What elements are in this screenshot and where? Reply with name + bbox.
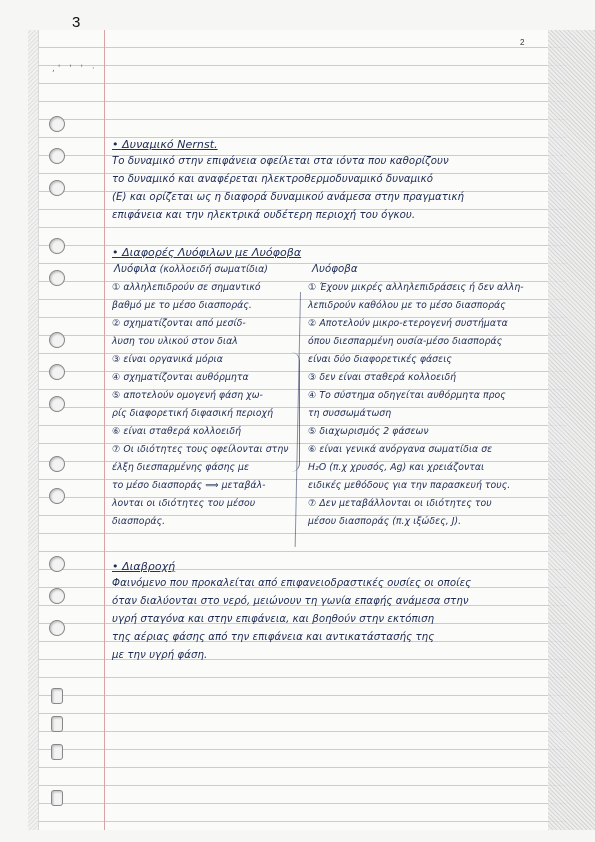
bracket-mark (291, 352, 300, 472)
left-line: ④ σχηματίζονται αυθόρμητα (112, 372, 249, 383)
nernst-line: (E) και ορίζεται ως η διαφορά δυναμικού ανάμεσα στην πραγματική (112, 192, 465, 203)
right-column-heading: Λυόφοβα (312, 264, 358, 275)
binder-hole (49, 588, 65, 604)
right-line: είναι δύο διαφορετικές φάσεις (308, 354, 452, 365)
binder-hole (49, 396, 65, 412)
right-line: ⑦ Δεν μεταβάλλονται οι ιδιότητες του (308, 498, 492, 509)
binder-hole (49, 488, 65, 504)
binder-hole (49, 556, 65, 572)
left-line: ⑥ είναι σταθερά κολλοειδή (112, 426, 242, 437)
scan-edge-left (28, 30, 38, 830)
binder-hole (49, 238, 65, 254)
left-line: ① αλληλεπιδρούν σε σημαντικό (112, 282, 261, 293)
lyophilic-heading: • Διαφορές Λυόφιλων με Λυόφοβα (112, 246, 302, 259)
left-line: ρίς διαφορετική διφασική περιοχή (112, 408, 274, 419)
binder-hole (49, 116, 65, 132)
scan-edge-right (548, 30, 595, 830)
nernst-heading: • Δυναμικό Nernst. (112, 138, 218, 151)
binder-hole (49, 620, 65, 636)
right-line: μέσου διασποράς (π.χ ιξώδες, J). (308, 516, 462, 527)
binder-hole (49, 456, 65, 472)
binder-hole (51, 716, 63, 732)
left-line: έλξη διεσπαρμένης φάσης με (112, 462, 250, 473)
wetting-line: με την υγρή φάση. (112, 650, 208, 661)
nernst-line: επιφάνεια και την ηλεκτρικά ουδέτερη περιοχή του όγκου. (112, 210, 416, 221)
right-line: ④ Το σύστημα οδηγείται αυθόρμητα προς (308, 390, 506, 401)
corner-page-number: 2 (520, 38, 525, 47)
left-column-heading (114, 264, 268, 275)
left-line: διασποράς. (112, 516, 166, 527)
right-line: τη συσσωμάτωση (308, 408, 392, 419)
margin-line (104, 30, 105, 830)
wetting-line: της αέριας φάσης από την επιφάνεια και αντικατάστασής της (112, 632, 435, 643)
left-line: λονται οι ιδιότητες του μέσου (112, 498, 256, 509)
wetting-line: υγρή σταγόνα και στην επιφάνεια, και βοηθούν στην εκτόπιση (112, 614, 435, 625)
binder-hole (49, 148, 65, 164)
right-line: ⑤ διαχωρισμός 2 φάσεων (308, 426, 429, 437)
binder-hole (49, 364, 65, 380)
wetting-line: Φαινόμενο που προκαλείται από επιφανειοδραστικές ουσίες οι οποίες (112, 578, 472, 589)
left-line: ⑤ αποτελούν ομογενή φάση χω- (112, 390, 263, 401)
binder-hole (49, 270, 65, 286)
wetting-heading: • Διαβροχή (112, 560, 176, 573)
left-line: ⑦ Οι ιδιότητες τους οφείλονται στην (112, 444, 289, 455)
right-line: ⑥ είναι γενικά ανόργανα σωματίδια σε (308, 444, 493, 455)
nernst-line: το δυναμικό και αναφέρεται ηλεκτροθερμοδυναμικό δυναμικό (112, 174, 433, 185)
left-line: ② σχηματίζονται από μεσίδ- (112, 318, 246, 329)
lyophilic-note: (κολλοειδή σωματίδια) (159, 264, 268, 275)
left-line: λυση του υλικού στον διαλ (112, 336, 238, 347)
page-number: 3 (72, 14, 81, 31)
right-line: ① Έχουν μικρές αλληλεπιδράσεις ή δεν αλλη- (308, 282, 524, 293)
nernst-line: Το δυναμικό στην επιφάνεια οφείλεται στα ιόντα που καθορίζουν (112, 156, 449, 167)
right-line: H₂O (π.χ χρυσός, Ag) και χρειάζονται (308, 462, 485, 473)
left-line: βαθμό με το μέσο διασποράς. (112, 300, 252, 311)
right-line: λεπιδρούν καθόλου με το μέσο διασποράς (308, 300, 506, 311)
wetting-line: όταν διαλύονται στο νερό, μειώνουν τη γωνία επαφής ανάμεσα στην (112, 596, 469, 607)
left-line: το μέσο διασποράς ⟹ μεταβάλ- (112, 480, 266, 491)
binder-hole (51, 744, 63, 760)
right-line: ειδικές μεθόδους για την παρασκευή τους. (308, 480, 511, 491)
binder-hole (51, 790, 63, 806)
binder-hole (49, 332, 65, 348)
right-line: ② Αποτελούν μικρο-ετερογενή συστήματα (308, 318, 508, 329)
lyophilic-label: Λυόφιλα (114, 264, 157, 275)
right-line: ③ δεν είναι σταθερά κολλοειδή (308, 372, 457, 383)
margin-scribble: ,' ' ' · (52, 64, 98, 74)
right-line: όπου διεσπαρμένη ουσία-μέσο διασποράς (308, 336, 503, 347)
left-line: ③ είναι οργανικά μόρια (112, 354, 223, 365)
binder-hole (49, 180, 65, 196)
binder-hole (51, 688, 63, 704)
